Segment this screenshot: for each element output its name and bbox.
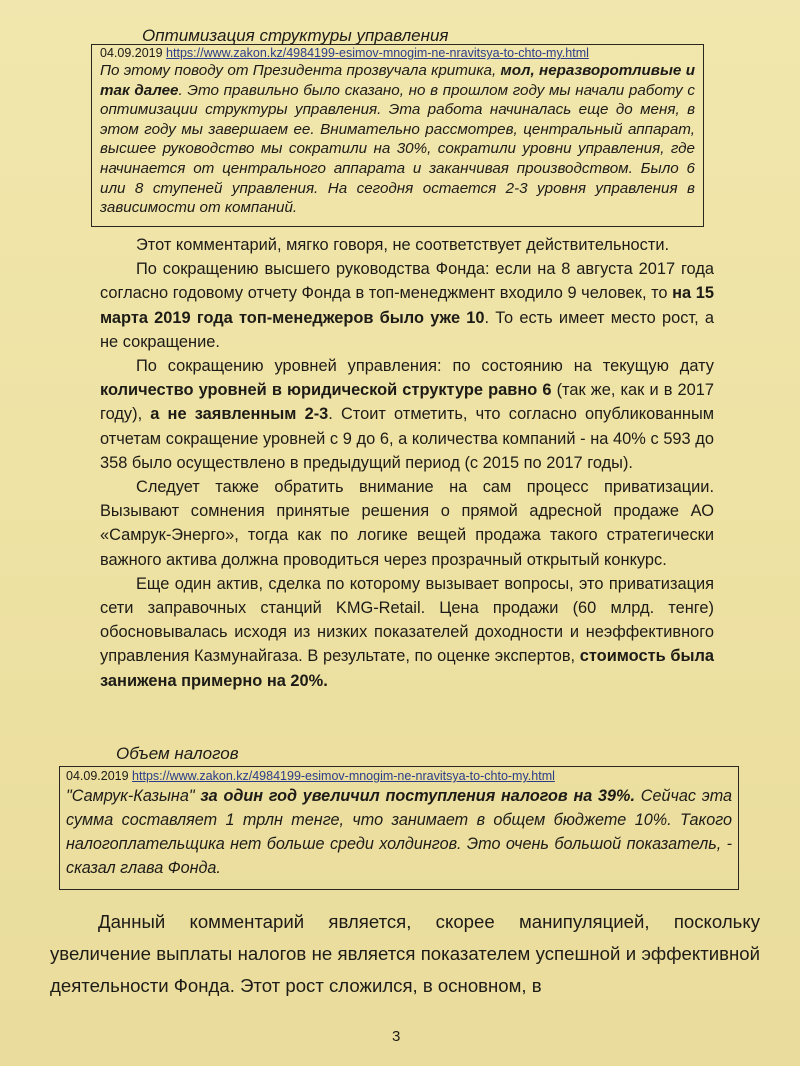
quote-text: По этому поводу от Президента прозвучала критика, мол, неразворотливые и так далее. Это правильно было сказано, но в прошлом году мы начали работу с оптимизации структуры управления. Эта работа начиналась еще до меня, в этом году мы завершаем ее. Внимательно рассмотрев, центральный аппарат, высшее руководство мы сократили на 30%, сократили уровни управления, где начинается от центрального аппарата и заканчивая производством. Было 6 или 8 ступеней управления. На сегодня остается 2-3 уровня управления в зависимости от компаний. (100, 62, 696, 217)
paragraph: Следует также обратить внимание на сам процесс приватизации. Вызывают сомнения принятые решения о прямой адресной продаже АО «Самрук-Энерго», тогда как по логике вещей продажа такого стратегически важного актива должна проводиться через прозрачный открытый конкурс. (100, 478, 714, 569)
paragraph: Данный комментарий является, скорее манипуляцией, поскольку увеличение выплаты налогов не является показателем успешной и эффективной деятельности Фонда. Этот рост сложился, в основном, в (50, 911, 760, 996)
quote-box-taxes (59, 766, 739, 890)
section-title-structure: Оптимизация структуры управления (142, 26, 449, 45)
paragraph: По сокращению уровней управления: по состоянию на текущую дату количество уровней в юридической структуре равно 6 (так же, как и в 2017 году), а не заявленным 2-3. Стоит отметить, что согласно опубликованным отчетам сокращение уровней с 9 до 6, а количества компаний - на 40% с 593 до 358 было осуществлено в предыдущий период (с 2015 по 2017 годы). (100, 357, 715, 472)
paragraph: По сокращению высшего руководства Фонда: если на 8 августа 2017 года согласно годовому отчету Фонда в топ-менеджмент входило 9 человек, то на 15 марта 2019 года топ-менеджеров было уже 10. То есть имеет место рост, а не сокращение. (100, 260, 714, 351)
body-text-block-1 (100, 233, 714, 693)
quote-source (66, 769, 732, 784)
quote-date: 04.09.2019 (66, 769, 129, 783)
quote-date: 04.09.2019 (100, 46, 163, 60)
paragraph: Этот комментарий, мягко говоря, не соответствует действительности. (136, 236, 670, 254)
quote-box-structure (91, 44, 704, 227)
paragraph: Еще один актив, сделка по которому вызывает вопросы, это приватизация сети заправочных станций KMG-Retail. Цена продажи (60 млрд. тенге) обосновывалась исходя из низких показателей доходности и неэффективного управления Казмунайгаза. В результате, по оценке экспертов, стоимость была занижена примерно на 20%. (100, 574, 714, 690)
body-text-block-2 (50, 906, 760, 1002)
source-link[interactable]: https://www.zakon.kz/4984199-esimov-mnogim-ne-nravitsya-to-chto-my.html (132, 769, 555, 783)
quote-source (100, 46, 695, 61)
page-number: 3 (392, 1028, 401, 1045)
source-link[interactable]: https://www.zakon.kz/4984199-esimov-mnogim-ne-nravitsya-to-chto-my.html (166, 46, 589, 60)
quote-text: "Самрук-Казына" за один год увеличил поступления налогов на 39%. Сейчас эта сумма составляет 1 трлн тенге, что занимает в общем бюджете 10%. Такого налогоплательщика нет больше среди холдингов. Это очень большой показатель, - сказал глава Фонда. (66, 787, 732, 877)
section-title-taxes: Объем налогов (116, 744, 239, 763)
